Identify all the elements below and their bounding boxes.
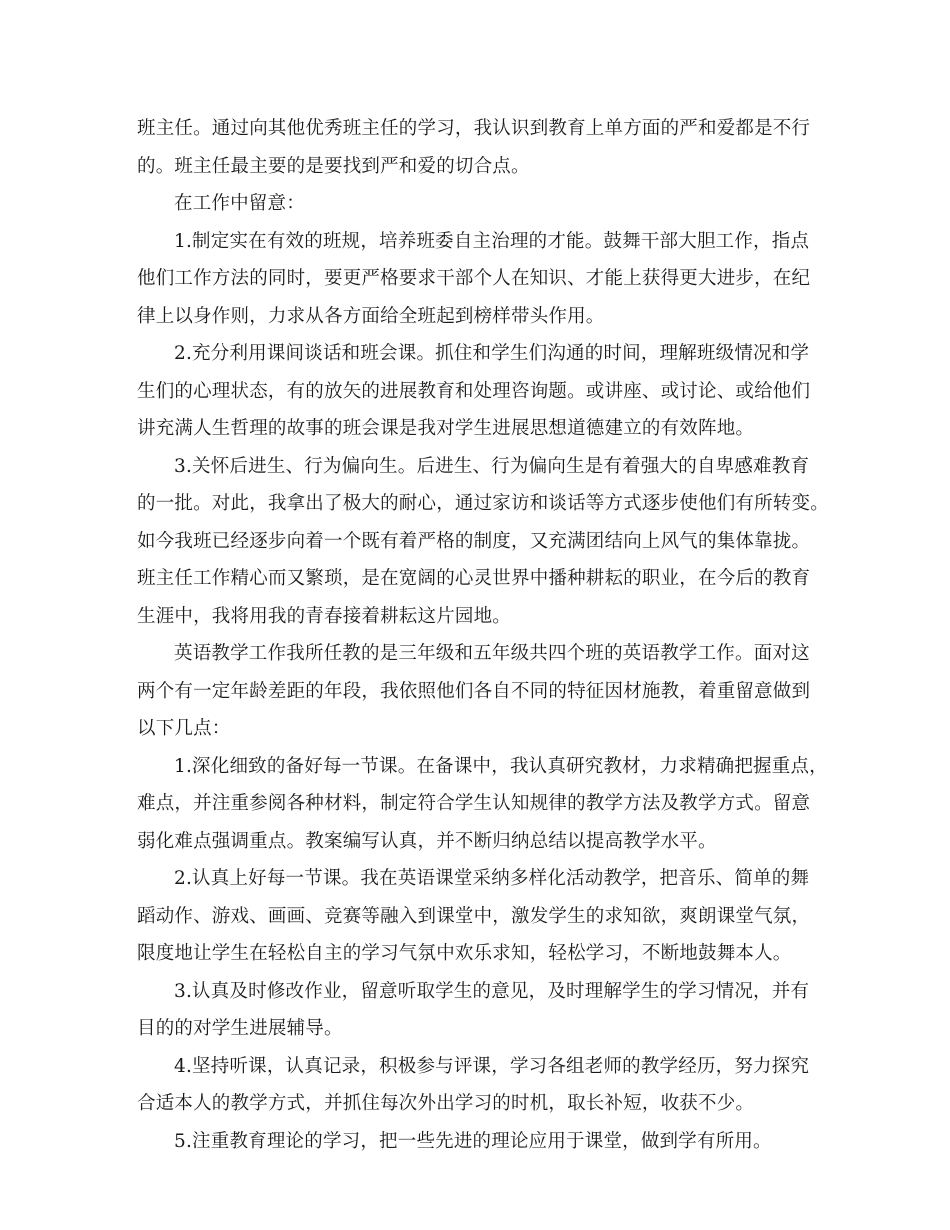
text-line: 1.制定实在有效的班规，培养班委自主治理的才能。鼓舞干部大胆工作，指点: [174, 230, 810, 252]
text-line: 讲充满人生哲理的故事的班会课是我对学生进展思想道德建立的有效阵地。: [137, 418, 755, 439]
text-line: 2.充分利用课间谈话和班会课。抓住和学生们沟通的时间，理解班级情况和学: [174, 343, 810, 364]
text-line: 1.深化细致的备好每一节课。在备课中，我认真研究教材，力求精确把握重点，: [174, 755, 828, 777]
text-line: 目的的对学生进展辅导。: [137, 1018, 343, 1039]
text-line: 3.关怀后进生、行为偏向生。后进生、行为偏向生是有着强大的自卑感难教育: [174, 455, 810, 477]
text-line: 的一批。对此，我拿出了极大的耐心，通过家访和谈话等方式逐步使他们有所转变。: [137, 493, 829, 514]
text-line: 律上以身作则，力求从各方面给全班起到榜样带头作用。: [137, 305, 605, 327]
text-line: 两个有一定年龄差距的年段，我依照他们各自不同的特征因材施教，着重留意做到: [137, 680, 811, 702]
text-line: 2.认真上好每一节课。我在英语课堂采纳多样化活动教学，把音乐、简单的舞: [174, 868, 810, 889]
text-line: 生们的心理状态，有的放矢的进展教育和处理咨询题。或讲座、或讨论、或给他们: [137, 380, 811, 402]
text-line: 合适本人的教学方式，并抓住每次外出学习的时机，取长补短，收获不少。: [137, 1093, 755, 1114]
text-line: 班主任工作精心而又繁琐，是在宽阔的心灵世界中播种耕耘的职业，在今后的教育: [137, 568, 811, 589]
text-line: 班主任。通过向其他优秀班主任的学习，我认识到教育上单方面的严和爱都是不行: [137, 118, 811, 139]
text-line: 英语教学工作我所任教的是三年级和五年级共四个班的英语教学工作。面对这: [174, 643, 810, 664]
text-line: 4.坚持听课，认真记录，积极参与评课，学习各组老师的教学经历，努力探究: [174, 1055, 810, 1077]
text-line: 的。班主任最主要的是要找到严和爱的切合点。: [137, 155, 530, 177]
text-line: 难点，并注重参阅各种材料，制定符合学生认知规律的教学方法及教学方式。留意: [137, 793, 811, 814]
document-page: [137, 114, 829, 1164]
text-line: 如今我班已经逐步向着一个既有着严格的制度，又充满团结向上风气的集体靠拢。: [137, 530, 811, 552]
text-line: 限度地让学生在轻松自主的学习气氛中欢乐求知，轻松学习，不断地鼓舞本人。: [137, 943, 792, 964]
text-line: 在工作中留意：: [174, 193, 305, 214]
text-line: 生涯中，我将用我的青春接着耕耘这片园地。: [137, 605, 512, 627]
text-line: 他们工作方法的同时，要更严格要求干部个人在知识、才能上获得更大进步，在纪: [137, 268, 811, 289]
text-line: 蹈动作、游戏、画画、竞赛等融入到课堂中，激发学生的求知欲，爽朗课堂气氛，: [137, 905, 811, 927]
text-line: 5.注重教育理论的学习，把一些先进的理论应用于课堂，做到学有所用。: [174, 1130, 772, 1152]
text-line: 以下几点：: [137, 718, 231, 739]
text-line: 弱化难点强调重点。教案编写认真，并不断归纳总结以提高教学水平。: [137, 830, 717, 852]
text-line: 3.认真及时修改作业，留意听取学生的意见，及时理解学生的学习情况，并有: [174, 980, 810, 1002]
